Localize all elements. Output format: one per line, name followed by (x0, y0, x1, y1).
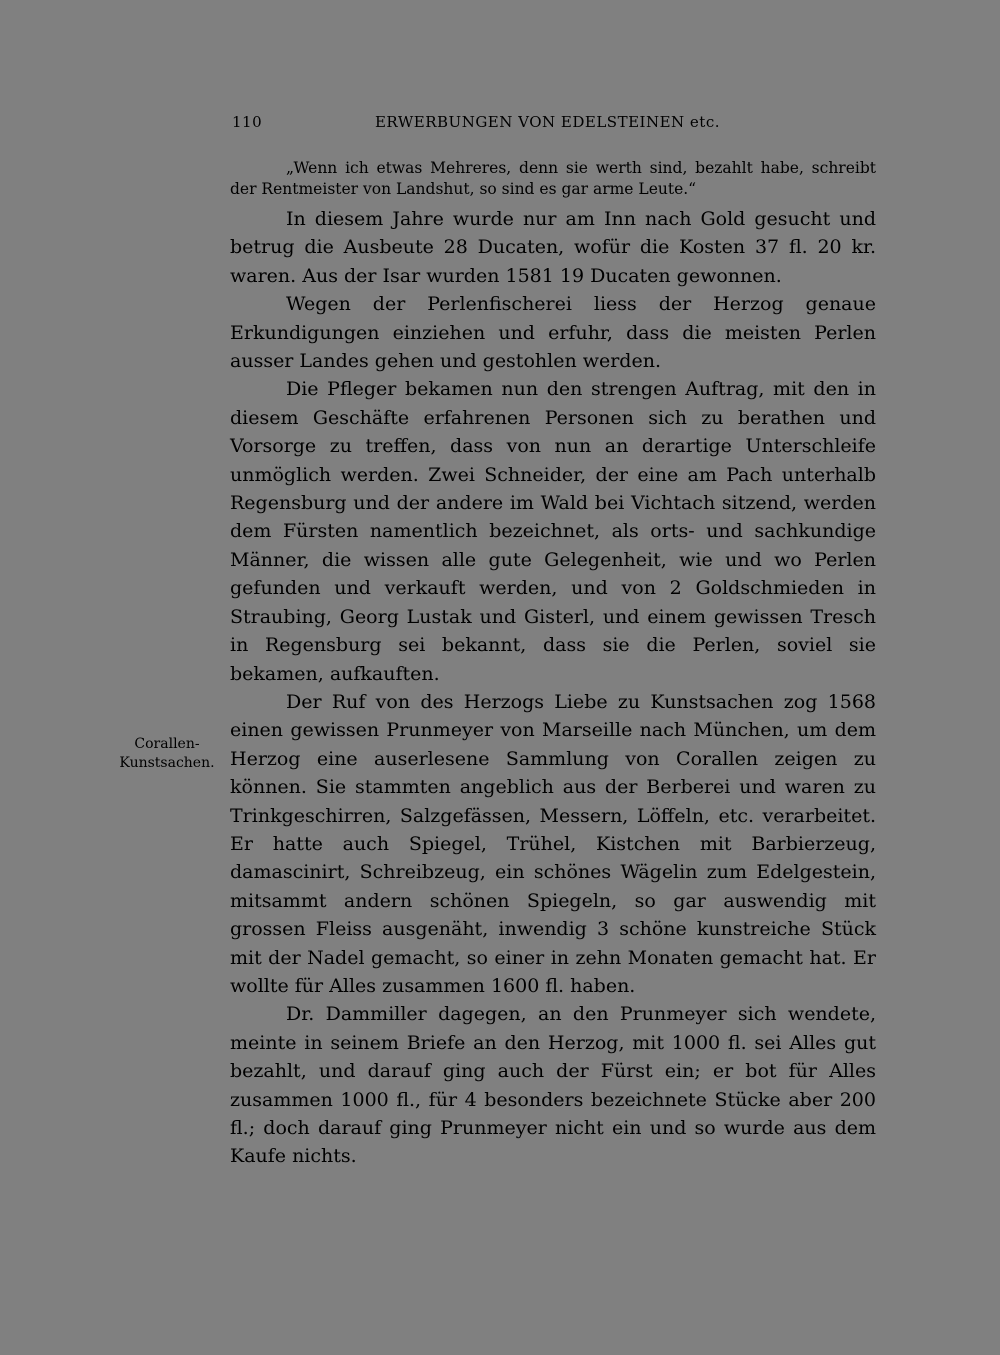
paragraph-coral-collection: Der Ruf von des Herzogs Liebe zu Kunstsachen zog 1568 einen gewissen Prunmeyer von Marseille nach München, um dem Herzog eine auserlesene Sammlung von Corallen zeigen zu können. Sie stammten angeblich aus der Berberei und waren zu Trinkgeschirren, Salzgefässen, Messern, Löffeln, etc. verarbeitet. Er hatte auch Spiegel, Trühel, Kistchen mit Barbierzeug, damascinirt, Schreibzeug, ein schönes Wägelin zum Edelgestein, mitsammt andern schönen Spiegeln, so gar auswendig mit grossen Fleiss ausgenäht, inwendig 3 schöne kunstreiche Stück mit der Nadel gemacht, so einer in zehn Monaten gemacht hat. Er wollte für Alles zusammen 1600 fl. haben. (230, 690, 876, 997)
paragraph-pfleger-order: Die Pfleger bekamen nun den strengen Auftrag, mit den in diesem Geschäfte erfahrenen Personen sich zu berathen und Vorsorge zu treffen, dass von nun an derartige Unterschleife unmöglich werden. Zwei Schneider, der eine am Pach unterhalb Regensburg und der andere im Wald bei Vichtach sitzend, werden dem Fürsten namentlich bezeichnet, als orts- und sachkundige Männer, die wissen alle gute Gelegenheit, wie und wo Perlen gefunden und verkauft werden, und von 2 Goldschmieden in Straubing, Georg Lustak und Gisterl, und einem gewissen Tresch in Regensburg sei bekannt, dass sie die Perlen, soviel sie bekamen, aufkauften. (230, 378, 876, 685)
margin-note-line-2: Kunstsachen. (119, 755, 215, 771)
page-number: 110 (232, 113, 263, 131)
margin-note-line-1: Corallen- (134, 736, 200, 752)
page-header (232, 113, 720, 135)
body-text (230, 158, 876, 1171)
paragraph-pearl-fishing: Wegen der Perlenfischerei liess der Herzog genaue Erkundigungen einziehen und erfuhr, dass die meisten Perlen ausser Landes gehen und gestohlen werden. (230, 293, 876, 373)
paragraph-dammiller: Dr. Dammiller dagegen, an den Prunmeyer sich wendete, meinte in seinem Briefe an den Herzog, mit 1000 fl. sei Alles gut bezahlt, und darauf ging auch der Fürst ein; er bot für Alles zusammen 1000 fl., für 4 besonders bezeichnete Stücke aber 200 fl.; doch darauf ging Prunmeyer nicht ein und so wurde aus dem Kaufe nichts. (230, 1003, 876, 1168)
running-title: ERWERBUNGEN VON EDELSTEINEN etc. (374, 113, 720, 131)
paragraph-gold-search: In diesem Jahre wurde nur am Inn nach Gold gesucht und betrug die Ausbeute 28 Ducaten, wofür die Kosten 37 fl. 20 kr. waren. Aus der Isar wurden 1581 19 Ducaten gewonnen. (230, 208, 876, 287)
margin-note (112, 735, 222, 773)
quote-paragraph: „Wenn ich etwas Mehreres, denn sie werth sind, bezahlt habe, schreibt der Rentmeister von Landshut, so sind es gar arme Leute.“ (230, 159, 876, 198)
